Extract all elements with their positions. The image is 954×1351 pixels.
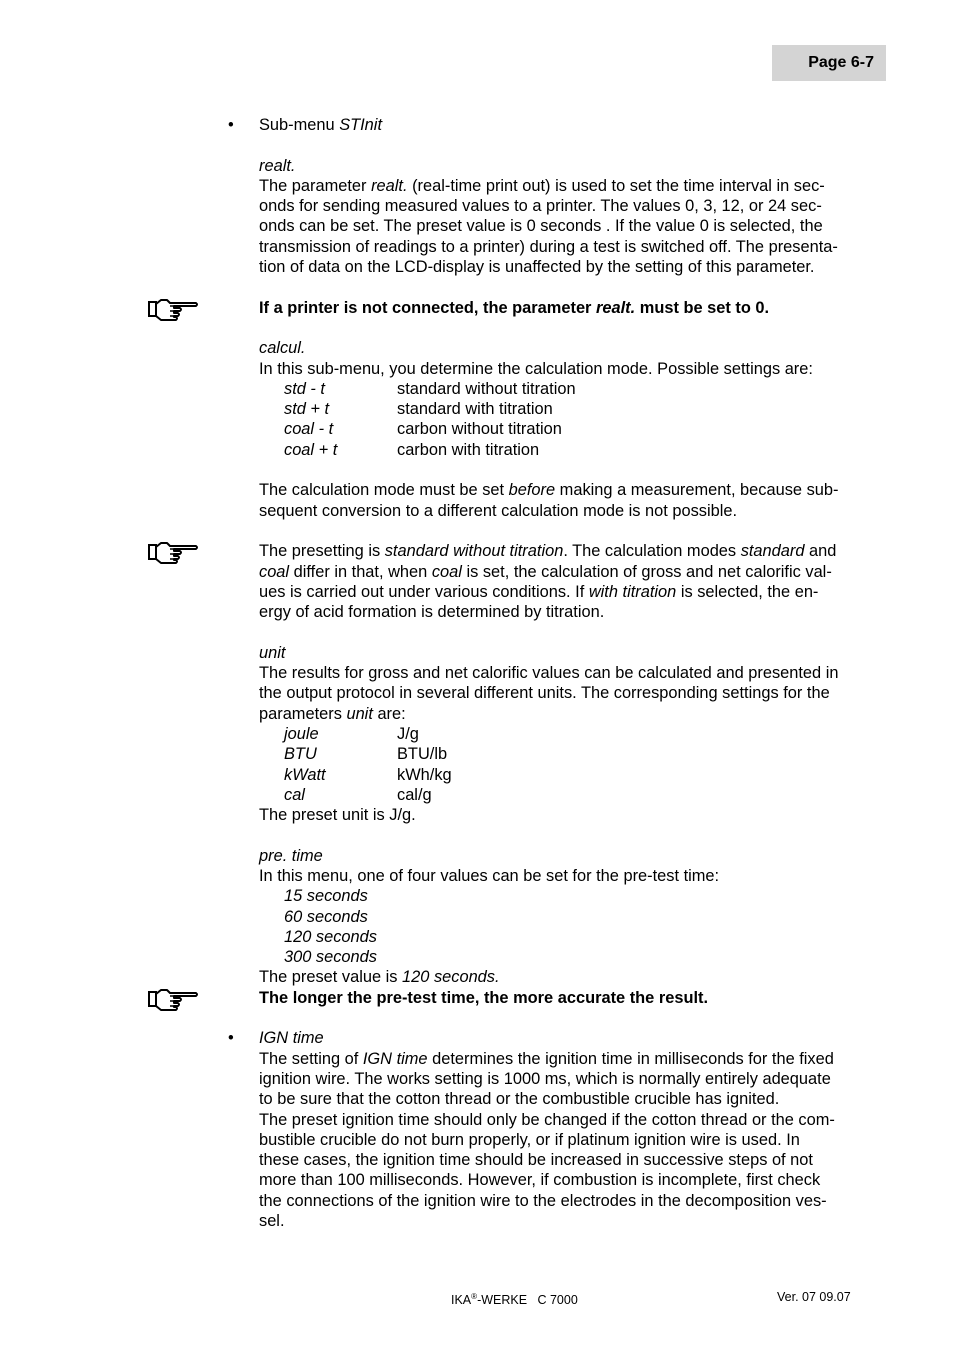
pretime-value: 120 seconds (284, 927, 377, 946)
unit-line-3: parameters unit are: (259, 704, 406, 723)
footer-product: IKA®-WERKE C 7000 (451, 1292, 578, 1308)
pretime-heading: pre. time (259, 846, 323, 865)
pretime-preset: The preset value is 120 seconds. (259, 968, 500, 987)
ign-line-8: the connections of the ignition wire to the electrodes in the decomposition ves- (259, 1191, 827, 1210)
page-content (228, 115, 889, 1231)
realt-line-2: onds for sending measured values to a printer. The values 0, 3, 12, or 24 sec- (259, 197, 822, 216)
calcul-heading: calcul. (259, 339, 306, 358)
page-number-badge: Page 6-7 (772, 45, 886, 81)
calcul-intro: In this sub-menu, you determine the calculation mode. Possible settings are: (259, 359, 813, 378)
pretime-value: 15 seconds (284, 887, 368, 906)
unit-option: joule J/g (284, 724, 419, 743)
calcul-note-4: ergy of acid formation is determined by titration. (259, 603, 605, 622)
realt-line-5: tion of data on the LCD-display is unaffected by the setting of this parameter. (259, 258, 815, 277)
unit-option: cal cal/g (284, 785, 432, 804)
ign-line-4: The preset ignition time should only be changed if the cotton thread or the com- (259, 1110, 835, 1129)
pretime-value: 60 seconds (284, 907, 368, 926)
realt-line-1: The parameter realt. (real-time print out) is used to set the time interval in sec- (259, 176, 825, 195)
stinit-name: STInit (339, 116, 382, 134)
realt-note: If a printer is not connected, the parameter realt. must be set to 0. (259, 298, 889, 318)
calcul-option: std - t standard without titration (284, 379, 576, 398)
calcul-note-1: The presetting is standard without titration. The calculation modes standard and (259, 541, 889, 561)
unit-line-2: the output protocol in several different units. The corresponding settings for the (259, 684, 830, 703)
unit-line-1: The results for gross and net calorific values can be calculated and presented in (259, 664, 839, 683)
unit-preset: The preset unit is J/g. (259, 806, 416, 825)
ign-line-9: sel. (259, 1212, 285, 1231)
unit-option: kWatt kWh/kg (284, 765, 452, 784)
ign-heading: IGN time (259, 1029, 324, 1048)
pointing-hand-icon (147, 539, 199, 565)
ign-line-6: these cases, the ignition time should be increased in successive steps of not (259, 1151, 813, 1170)
footer-version: Ver. 07 09.07 (777, 1290, 851, 1304)
ign-line-1: The setting of IGN time determines the ignition time in milliseconds for the fixed (259, 1049, 834, 1068)
realt-heading: realt. (259, 156, 296, 175)
calcul-option: std + t standard with titration (284, 400, 553, 419)
calcul-option: coal + t carbon with titration (284, 440, 540, 459)
pretime-note: The longer the pre-test time, the more accurate the result. (259, 988, 889, 1008)
pretime-intro: In this menu, one of four values can be set for the pre-test time: (259, 866, 720, 885)
pointing-hand-icon (147, 296, 199, 322)
pretime-value: 300 seconds (284, 948, 377, 967)
ign-line-2: ignition wire. The works setting is 1000 ms, which is normally entirely adequate (259, 1069, 831, 1088)
ign-line-7: more than 100 milliseconds. However, if combustion is incomplete, first check (259, 1171, 821, 1190)
stinit-bullet-line (228, 115, 889, 135)
bullet: • (228, 116, 234, 134)
pointing-hand-icon (147, 986, 199, 1012)
bullet: • (228, 1029, 234, 1048)
realt-line-4: transmission of readings to a printer) during a test is switched off. The presenta- (259, 237, 838, 256)
calcul-para-2: sequent conversion to a different calculation mode is not possible. (259, 501, 738, 520)
unit-option: BTU BTU/lb (284, 745, 448, 764)
unit-heading: unit (259, 643, 286, 662)
ign-bullet-line (228, 1028, 889, 1048)
ign-line-3: to be sure that the cotton thread or the combustible crucible has ignited. (259, 1090, 780, 1109)
calcul-option: coal - t carbon without titration (284, 420, 562, 439)
realt-line-3: onds can be set. The preset value is 0 seconds . If the value 0 is selected, the (259, 217, 823, 236)
calcul-note-2: coal differ in that, when coal is set, the calculation of gross and net calorific val- (259, 562, 832, 581)
ign-line-5: bustible crucible do not burn properly, or if platinum ignition wire is used. In (259, 1130, 800, 1149)
stinit-prefix: Sub-menu (259, 116, 340, 134)
calcul-para-1: The calculation mode must be set before making a measurement, because sub- (259, 481, 839, 500)
calcul-note-3: ues is carried out under various conditions. If with titration is selected, the en- (259, 582, 819, 601)
